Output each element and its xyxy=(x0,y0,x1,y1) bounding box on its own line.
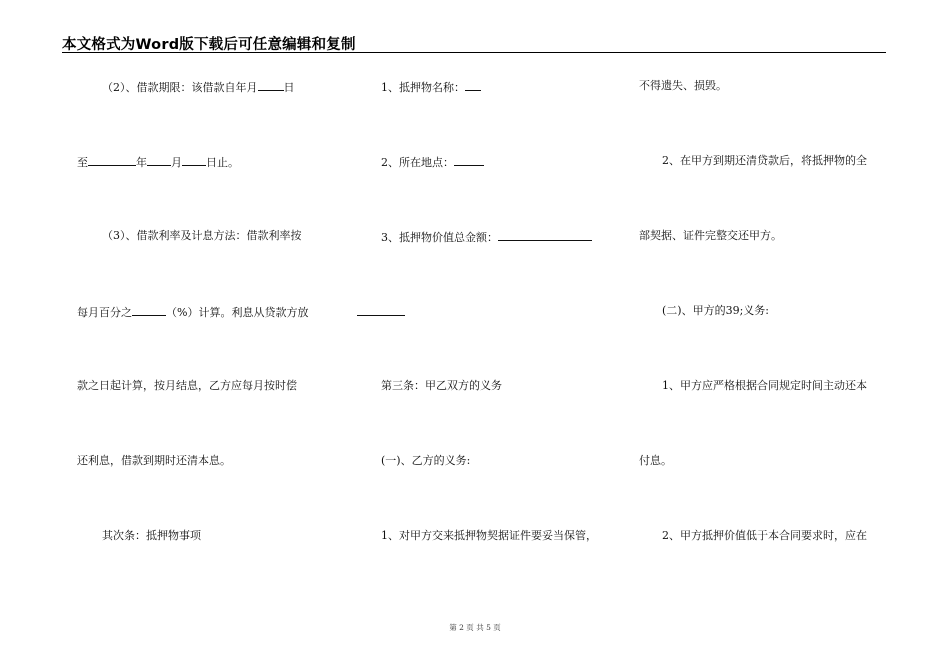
col2-line-3 xyxy=(381,229,592,245)
col2-line-4 xyxy=(357,304,405,320)
col3-line-6: 付息。 xyxy=(639,454,672,467)
col3-line-5: 1、甲方应严格根据合同规定时间主动还本 xyxy=(662,379,867,392)
fill-blank xyxy=(498,229,592,241)
text: 至 xyxy=(77,156,88,169)
col1-line-1 xyxy=(102,79,295,95)
fill-blank xyxy=(132,304,166,316)
col1-line-2 xyxy=(77,154,239,170)
fill-blank xyxy=(258,79,284,91)
fill-blank xyxy=(454,154,484,166)
page-number-footer: 第 2 页 共 5 页 xyxy=(449,623,501,632)
col2-line-6: (一)、乙方的义务: xyxy=(381,454,471,467)
col3-line-4: (二)、甲方的39;义务: xyxy=(662,304,769,317)
header-divider xyxy=(62,52,886,53)
col1-line-6: 还利息，借款到期时还清本息。 xyxy=(77,454,231,467)
text: 年 xyxy=(136,156,147,169)
text: 1、抵押物名称： xyxy=(381,81,465,94)
fill-blank xyxy=(147,154,171,166)
fill-blank xyxy=(357,304,405,316)
col3-line-7: 2、甲方抵押价值低于本合同要求时，应在 xyxy=(662,529,867,542)
text: 月 xyxy=(171,156,182,169)
col1-line-5: 款之日起计算，按月结息，乙方应每月按时偿 xyxy=(77,379,297,392)
fill-blank xyxy=(88,154,136,166)
document-header-title: 本文格式为Word版下载后可任意编辑和复制 xyxy=(62,37,356,53)
col2-line-7: 1、对甲方交来抵押物契据证件要妥当保管， xyxy=(381,529,597,542)
text: （%）计算。利息从贷款方放 xyxy=(166,306,309,319)
col3-line-3: 部契据、证件完整交还甲方。 xyxy=(639,229,782,242)
col3-line-1: 不得遗失、损毁。 xyxy=(639,79,727,92)
col3-line-2: 2、在甲方到期还清贷款后，将抵押物的全 xyxy=(662,154,867,167)
text: 3、抵押物价值总金额： xyxy=(381,231,498,244)
col1-line-3: （3）、借款利率及计息方法：借款利率按 xyxy=(102,229,302,242)
col2-line-2 xyxy=(381,154,484,170)
text: 每月百分之 xyxy=(77,306,132,319)
text: 日止。 xyxy=(206,156,239,169)
col1-line-4 xyxy=(77,304,308,320)
fill-blank xyxy=(465,79,481,91)
text: 日 xyxy=(283,81,295,94)
text: 2、所在地点： xyxy=(381,156,454,169)
col2-line-1 xyxy=(381,79,481,95)
col1-line-7: 其次条：抵押物事项 xyxy=(102,529,201,542)
fill-blank xyxy=(182,154,206,166)
col2-line-5: 第三条：甲乙双方的义务 xyxy=(381,379,502,392)
text: （2）、借款期限：该借款自年月 xyxy=(102,81,258,94)
